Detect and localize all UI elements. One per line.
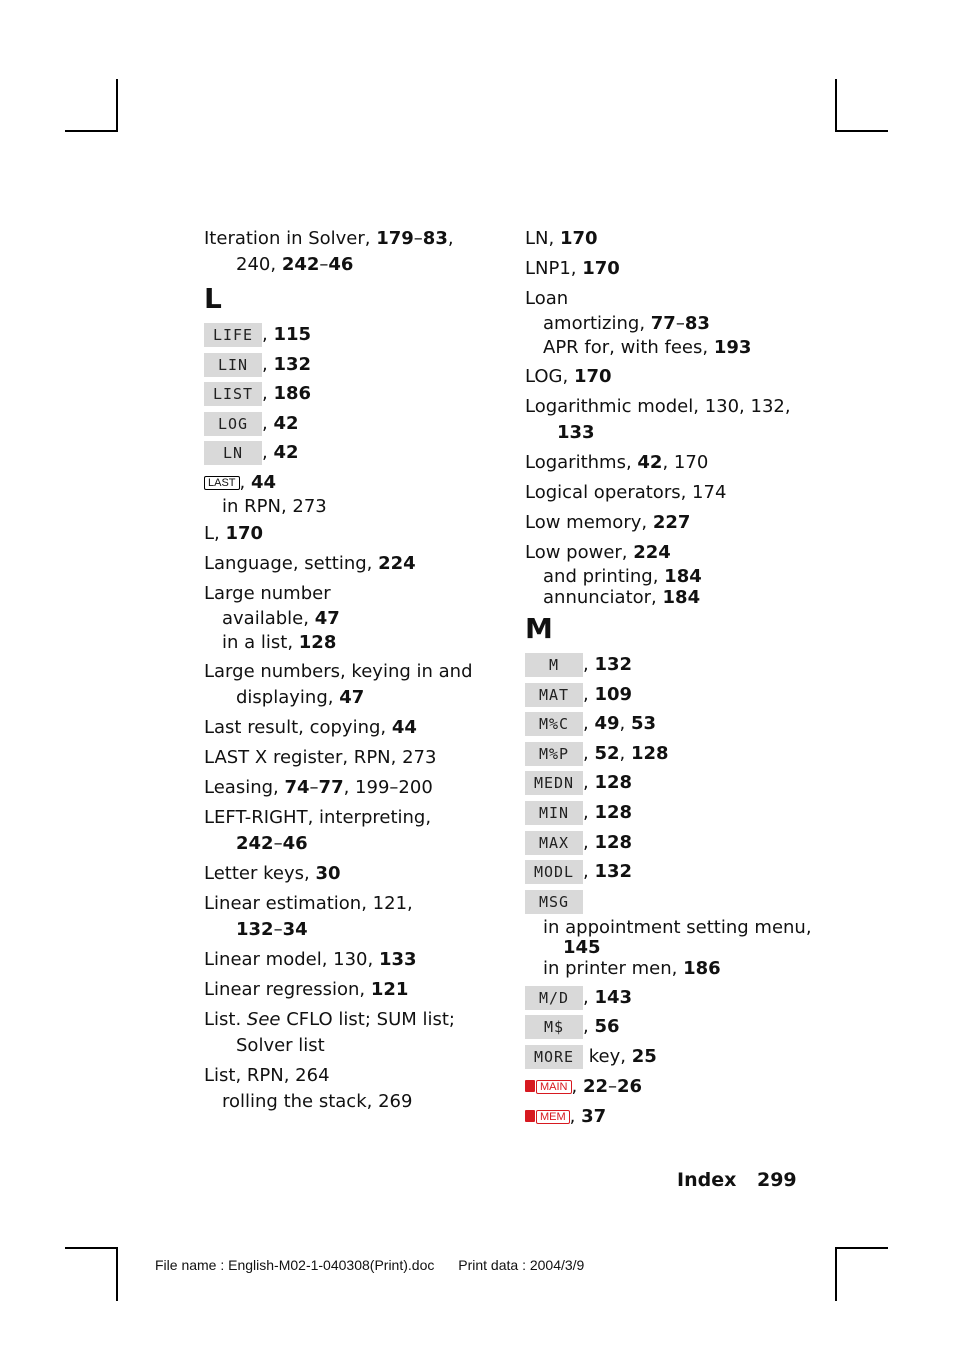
menu-key-label: LN <box>204 441 262 465</box>
file-info <box>155 1257 584 1273</box>
menu-key-label: M%P <box>525 742 583 766</box>
crop-mark-bl-h <box>65 1247 118 1249</box>
index-subentry: available, 47 <box>222 607 340 629</box>
index-entry-last-key: LAST , 44 <box>204 470 504 496</box>
index-entry-key: LIN , 132 <box>204 352 504 378</box>
menu-key-label: M%C <box>525 712 583 736</box>
index-entry-last-result: Last result, copying, 44 <box>204 716 417 738</box>
index-entry-key: LIST , 186 <box>204 381 504 407</box>
menu-key-label: MAX <box>525 831 583 855</box>
crop-mark-tr-v <box>835 79 837 132</box>
index-entry-linear-estimation: Linear estimation, 121, 132–34 <box>204 892 413 940</box>
index-entry-list-rpn: List, RPN, 264 <box>204 1064 330 1086</box>
menu-key-label: M$ <box>525 1015 583 1039</box>
index-subentry: in printer men, 186 <box>543 957 721 979</box>
index-entry-leasing: Leasing, 74–77, 199–200 <box>204 776 433 798</box>
index-subentry: amortizing, 77–83 <box>543 313 710 334</box>
index-entry-key: MAX , 128 <box>525 830 825 856</box>
index-entry-key: M/D , 143 <box>525 985 825 1011</box>
index-entry-loan: Loan <box>525 288 569 309</box>
menu-key-label: MSG <box>525 890 583 914</box>
last-keycap-icon: LAST <box>204 476 240 490</box>
menu-key-label: LOG <box>204 412 262 436</box>
menu-key-label: MODL <box>525 860 583 884</box>
index-entry-key: LIFE , 115 <box>204 322 504 348</box>
print-date: Print data : 2004/3/9 <box>458 1257 585 1273</box>
page-number: 299 <box>756 1169 797 1191</box>
index-entry-letter-keys: Letter keys, 30 <box>204 862 341 884</box>
index-entry-key: M%P , 52, 128 <box>525 741 825 767</box>
shift-key-icon <box>525 1080 535 1092</box>
index-subentry: in appointment setting menu, 145 <box>543 916 812 958</box>
index-subentry: and printing, 184 <box>543 566 702 587</box>
index-subentry: rolling the stack, 269 <box>222 1090 413 1112</box>
index-entry-key: M$ , 56 <box>525 1014 825 1040</box>
index-entry-left-right: LEFT-RIGHT, interpreting, 242–46 <box>204 806 432 854</box>
index-entry-msg <box>525 889 825 915</box>
menu-key-label: LIN <box>204 353 262 377</box>
index-entry-linear-model: Linear model, 130, 133 <box>204 948 417 970</box>
page-footer <box>677 1169 797 1191</box>
menu-key-label: MORE <box>525 1045 583 1069</box>
index-entry-large-number: Large number <box>204 582 331 604</box>
index-entry-mem: MEM , 37 <box>525 1104 825 1130</box>
index-entry-key: LOG , 42 <box>204 411 504 437</box>
index-entry-key: LN , 42 <box>204 440 504 466</box>
index-entry-iteration: Iteration in Solver, 179–83, 240, 242–46 <box>204 228 454 275</box>
crop-mark-br-h <box>835 1247 888 1249</box>
index-entry-large-numbers: Large numbers, keying in and displaying, 47 <box>204 660 473 708</box>
footer-section: Index <box>677 1169 737 1191</box>
index-entry-logarithms: Logarithms, 42, 170 <box>525 452 709 473</box>
index-entry-lnp1: LNP1, 170 <box>525 258 620 279</box>
crop-mark-tr-h <box>835 130 888 132</box>
crop-mark-br-v <box>835 1247 837 1301</box>
menu-key-label: LIFE <box>204 323 262 347</box>
shift-key-icon <box>525 1110 535 1122</box>
mem-keycap-icon: MEM <box>536 1110 570 1124</box>
section-heading-l: L <box>204 282 222 315</box>
index-entry-last-x: LAST X register, RPN, 273 <box>204 746 437 768</box>
crop-mark-tl-h <box>65 130 118 132</box>
index-entry-key: MIN , 128 <box>525 800 825 826</box>
crop-mark-tl-v <box>116 79 118 132</box>
section-heading-m: M <box>525 612 553 645</box>
menu-key-label: MIN <box>525 801 583 825</box>
index-subentry: in RPN, 273 <box>222 495 327 517</box>
main-keycap-icon: MAIN <box>536 1080 572 1094</box>
index-entry-key: M%C , 49, 53 <box>525 711 825 737</box>
index-column-right <box>525 226 825 1134</box>
index-column-left <box>204 226 504 1115</box>
index-entry-log-model: Logarithmic model, 130, 132, 133 <box>525 396 791 443</box>
index-entry-main: MAIN , 22–26 <box>525 1074 825 1100</box>
index-entry-key: MODL , 132 <box>525 859 825 885</box>
index-entry-log: LOG, 170 <box>525 366 612 387</box>
file-name: File name : English-M02-1-040308(Print).doc <box>155 1257 435 1273</box>
crop-mark-bl-v <box>116 1247 118 1301</box>
index-subentry: APR for, with fees, 193 <box>543 337 752 358</box>
index-entry-linear-regression: Linear regression, 121 <box>204 978 409 1000</box>
index-subentry: in a list, 128 <box>222 631 337 653</box>
menu-key-label: MEDN <box>525 771 583 795</box>
index-entry-language: Language, setting, 224 <box>204 552 416 574</box>
menu-key-label: M/D <box>525 986 583 1010</box>
index-entry-low-memory: Low memory, 227 <box>525 512 691 533</box>
index-entry-key: MEDN , 128 <box>525 770 825 796</box>
index-entry-key: MAT , 109 <box>525 682 825 708</box>
index-entry-more: MORE key, 25 <box>525 1044 825 1070</box>
index-entry-low-power: Low power, 224 <box>525 542 671 563</box>
index-entry-ln: LN, 170 <box>525 228 598 249</box>
index-entry-key: M , 132 <box>525 652 825 678</box>
index-entry-list-see: List. See CFLO list; SUM list; Solver list <box>204 1008 455 1056</box>
menu-key-label: LIST <box>204 382 262 406</box>
index-entry-l: L, 170 <box>204 522 264 544</box>
index-subentry: annunciator, 184 <box>543 587 701 608</box>
menu-key-label: M <box>525 653 583 677</box>
menu-key-label: MAT <box>525 683 583 707</box>
index-entry-logical: Logical operators, 174 <box>525 482 727 503</box>
